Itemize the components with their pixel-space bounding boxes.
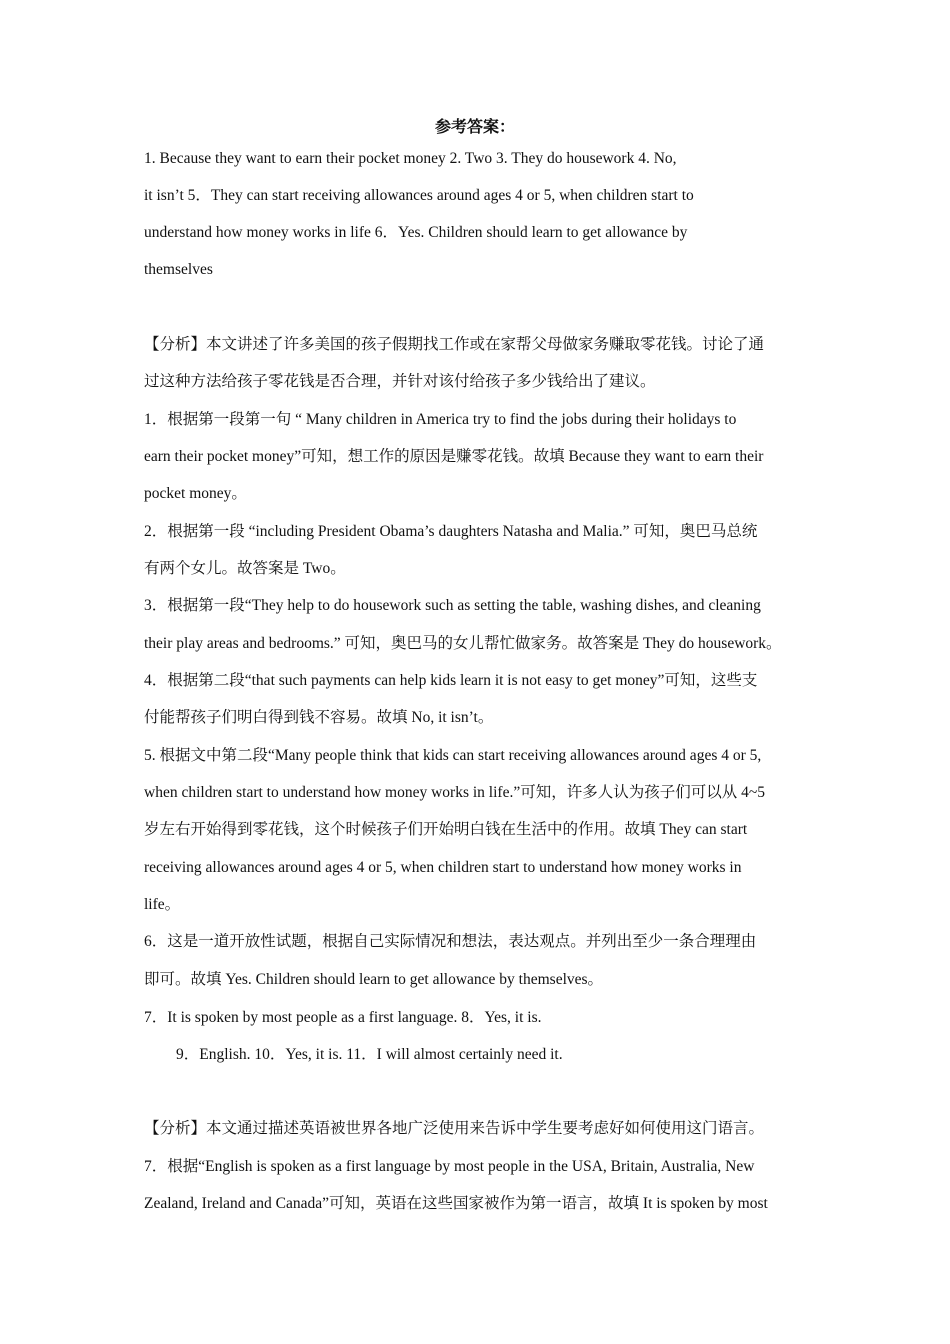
explanation-1-line-1: 1．根据第一段第一句 “ Many children in America try to find the jobs during their holidays to — [144, 411, 737, 428]
explanation-5-line-1: 5. 根据文中第二段“Many people think that kids can start receiving allowances around ages 4 or 5, — [144, 747, 762, 764]
explanation-6-line-2: 即可。故填 Yes. Children should learn to get allowance by themselves。 — [144, 971, 604, 988]
explanation-4-line-1: 4．根据第二段“that such payments can help kids learn it is not easy to get money”可知，这些支 — [144, 672, 758, 689]
explanation-7-line-2: Zealand, Ireland and Canada”可知，英语在这些国家被作为第一语言，故填 It is spoken by most — [144, 1195, 768, 1212]
explanation-2-line-1: 2．根据第一段 “including President Obama’s daughters Natasha and Malia.” 可知，奥巴马总统 — [144, 523, 758, 540]
explanation-1-line-3: pocket money。 — [144, 485, 247, 502]
explanation-1-line-2: earn their pocket money”可知，想工作的原因是赚零花钱。故填 Because they want to earn their — [144, 448, 764, 465]
explanation-4-line-2: 付能帮孩子们明白得到钱不容易。故填 No, it isn’t。 — [144, 709, 494, 726]
explanation-3-line-1: 3．根据第一段“They help to do housework such as setting the table, washing dishes, and cleaning — [144, 597, 761, 614]
answer-line-4: themselves — [144, 261, 213, 278]
answer-line-3: understand how money works in life 6．Yes. Children should learn to get allowance by — [144, 224, 688, 241]
explanation-6-line-1: 6．这是一道开放性试题，根据自己实际情况和想法，表达观点。并列出至少一条合理理由 — [144, 933, 757, 950]
explanation-5-line-5: life。 — [144, 896, 181, 913]
analysis-1-line-1: 【分析】本文讲述了许多美国的孩子假期找工作或在家帮父母做家务赚取零花钱。讨论了通 — [144, 336, 765, 353]
answer-line-7-8: 7．It is spoken by most people as a first language. 8．Yes, it is. — [144, 1009, 542, 1026]
explanation-3-line-2: their play areas and bedrooms.” 可知，奥巴马的女儿帮忙做家务。故答案是 They do housework。 — [144, 635, 782, 652]
answer-line-9-11: 9．English. 10．Yes, it is. 11．I will almost certainly need it. — [176, 1046, 563, 1063]
explanation-5-line-2: when children start to understand how money works in life.”可知，许多人认为孩子们可以从 4~5 — [144, 784, 765, 801]
explanation-2-line-2: 有两个女儿。故答案是 Two。 — [144, 560, 346, 577]
explanation-7-line-1: 7．根据“English is spoken as a first language by most people in the USA, Britain, Australia, New — [144, 1158, 755, 1175]
explanation-5-line-3: 岁左右开始得到零花钱，这个时候孩子们开始明白钱在生活中的作用。故填 They can start — [144, 821, 748, 838]
page-title: 参考答案： — [434, 119, 515, 136]
analysis-2-line-1: 【分析】本文通过描述英语被世界各地广泛使用来告诉中学生要考虑好如何使用这门语言。 — [144, 1120, 765, 1137]
answer-line-2: it isn’t 5．They can start receiving allowances around ages 4 or 5, when children start to — [144, 187, 694, 204]
analysis-1-line-2: 过这种方法给孩子零花钱是否合理，并针对该付给孩子多少钱给出了建议。 — [144, 373, 656, 390]
explanation-5-line-4: receiving allowances around ages 4 or 5, when children start to understand how money works in — [144, 859, 742, 876]
answer-line-1: 1. Because they want to earn their pocket money 2. Two 3. They do housework 4. No, — [144, 150, 677, 167]
